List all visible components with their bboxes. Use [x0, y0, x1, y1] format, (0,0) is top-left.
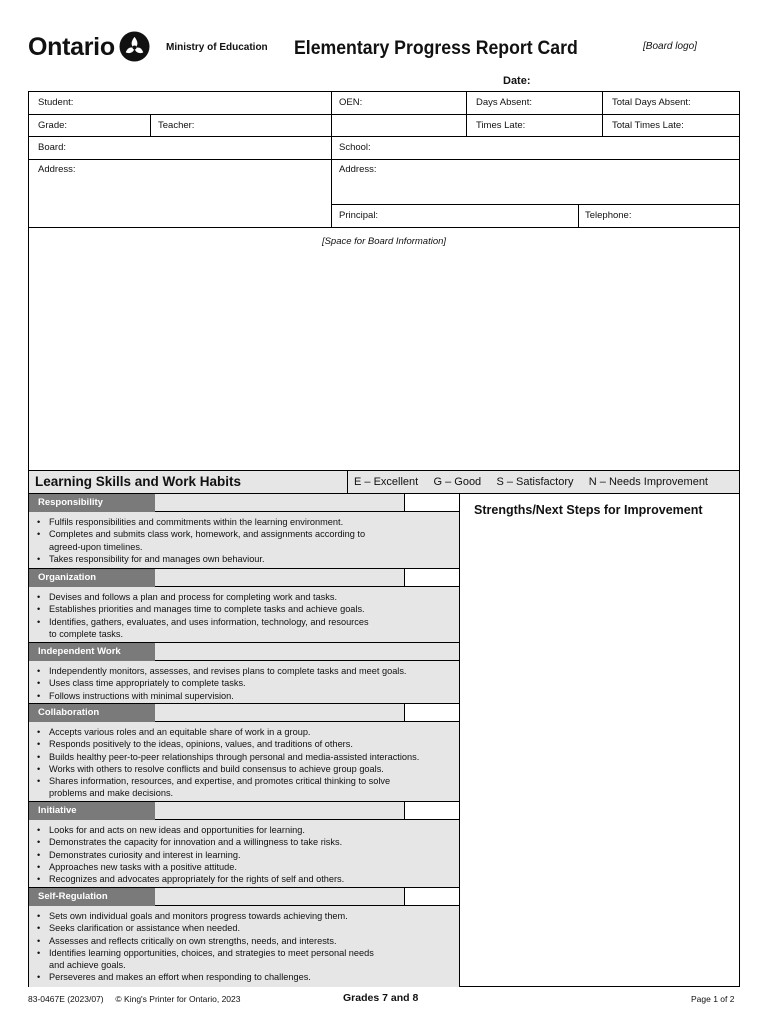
report-title: Elementary Progress Report Card [294, 38, 578, 59]
total-times-late-label: Total Times Late: [612, 120, 684, 131]
list-item: • Demonstrates the capacity for innovation and a willingness to take risks. [37, 836, 344, 848]
list-item: • Perseveres and makes an effort when responding to challenges. [37, 971, 374, 983]
section-responsibility [29, 494, 459, 568]
responsibility-rating-box[interactable] [404, 494, 459, 512]
board-label: Board: [38, 142, 66, 153]
bullet-list [37, 824, 344, 885]
list-item: • Takes responsibility for and manages own behaviour. [37, 553, 365, 565]
ministry-name: Ministry of Education [166, 42, 268, 53]
section-title: Initiative [29, 802, 155, 820]
learning-skills-list [29, 494, 460, 986]
list-item: • Shares information, resources, and expertise, and promotes critical thinking to solve problems and make decisions. [37, 775, 419, 800]
rating-scale-legend: E – Excellent G – Good S – Satisfactory N – Needs Improvement [354, 476, 708, 488]
section-title: Organization [29, 569, 155, 587]
list-item: • Demonstrates curiosity and interest in learning. [37, 849, 344, 861]
oen-label: OEN: [339, 97, 363, 108]
page-number: Page 1 of 2 [691, 994, 735, 1004]
list-item: • Recognizes and advocates appropriately for the rights of self and others. [37, 873, 344, 885]
initiative-rating-box[interactable] [404, 802, 459, 820]
grade-label: Grade: [38, 120, 68, 131]
section-initiative [29, 801, 459, 887]
list-item: • Uses class time appropriately to complete tasks. [37, 677, 407, 689]
section-self-regulation [29, 887, 459, 987]
list-item: • Completes and submits class work, homework, and assignments according to agreed-upon timelines. [37, 528, 365, 553]
student-info-table [28, 91, 740, 471]
learning-skills-header [28, 471, 740, 494]
bullet-list [37, 516, 365, 565]
bullet-list [37, 726, 419, 800]
list-item: • Responds positively to the ideas, opinions, values, and traditions of others. [37, 738, 419, 750]
student-label: Student: [38, 97, 74, 108]
school-label: School: [339, 142, 371, 153]
ontario-wordmark: Ontario [28, 33, 115, 61]
list-item: • Seeks clarification or assistance when needed. [37, 922, 374, 934]
self-regulation-rating-box[interactable] [404, 888, 459, 906]
list-item: • Looks for and acts on new ideas and opportunities for learning. [37, 824, 344, 836]
date-label: Date: [503, 75, 531, 87]
bullet-list [37, 665, 407, 702]
section-title: Self-Regulation [29, 888, 155, 906]
grades-label: Grades 7 and 8 [343, 992, 419, 1004]
list-item: • Fulfils responsibilities and commitments within the learning environment. [37, 516, 365, 528]
section-title: Responsibility [29, 494, 155, 512]
learning-skills-body [28, 494, 740, 987]
principal-label: Principal: [339, 210, 379, 221]
section-title: Independent Work [29, 643, 155, 661]
list-item: • Works with others to resolve conflicts and build consensus to achieve group goals. [37, 763, 419, 775]
list-item: • Builds healthy peer-to-peer relationships through personal and media-assisted interactions. [37, 751, 419, 763]
school-address-label: Address: [339, 164, 377, 175]
list-item: • Sets own individual goals and monitors progress towards achieving them. [37, 910, 374, 922]
list-item: • Devises and follows a plan and process for completing work and tasks. [37, 591, 369, 603]
section-organization [29, 568, 459, 642]
collaboration-rating-box[interactable] [404, 704, 459, 722]
section-title: Collaboration [29, 704, 155, 722]
trillium-logo-icon [119, 31, 150, 62]
board-info-space: [Space for Board Information] [321, 236, 447, 247]
list-item: • Identifies, gathers, evaluates, and uses information, technology, and resources to complete tasks. [37, 616, 369, 641]
form-number: 83-0467E (2023/07) © King's Printer for Ontario, 2023 [28, 994, 241, 1004]
list-item: • Identifies learning opportunities, choices, and strategies to meet personal needs and achieve goals. [37, 947, 374, 972]
days-absent-label: Days Absent: [476, 97, 532, 108]
list-item: • Independently monitors, assesses, and revises plans to complete tasks and meet goals. [37, 665, 407, 677]
board-logo-placeholder: [Board logo] [643, 41, 697, 52]
board-address-label: Address: [38, 164, 76, 175]
bullet-list [37, 910, 374, 984]
list-item: • Approaches new tasks with a positive attitude. [37, 861, 344, 873]
total-days-absent-label: Total Days Absent: [612, 97, 691, 108]
list-item: • Follows instructions with minimal supervision. [37, 690, 407, 702]
section-independent-work [29, 642, 459, 703]
bullet-list [37, 591, 369, 640]
section-collaboration [29, 703, 459, 801]
list-item: • Establishes priorities and manages time to complete tasks and achieve goals. [37, 603, 369, 615]
list-item: • Accepts various roles and an equitable share of work in a group. [37, 726, 419, 738]
teacher-label: Teacher: [158, 120, 195, 131]
learning-skills-title: Learning Skills and Work Habits [35, 474, 242, 489]
times-late-label: Times Late: [476, 120, 526, 131]
strengths-next-steps-title: Strengths/Next Steps for Improvement [474, 503, 703, 517]
organization-rating-box[interactable] [404, 569, 459, 587]
telephone-label: Telephone: [585, 210, 632, 221]
list-item: • Assesses and reflects critically on own strengths, needs, and interests. [37, 935, 374, 947]
